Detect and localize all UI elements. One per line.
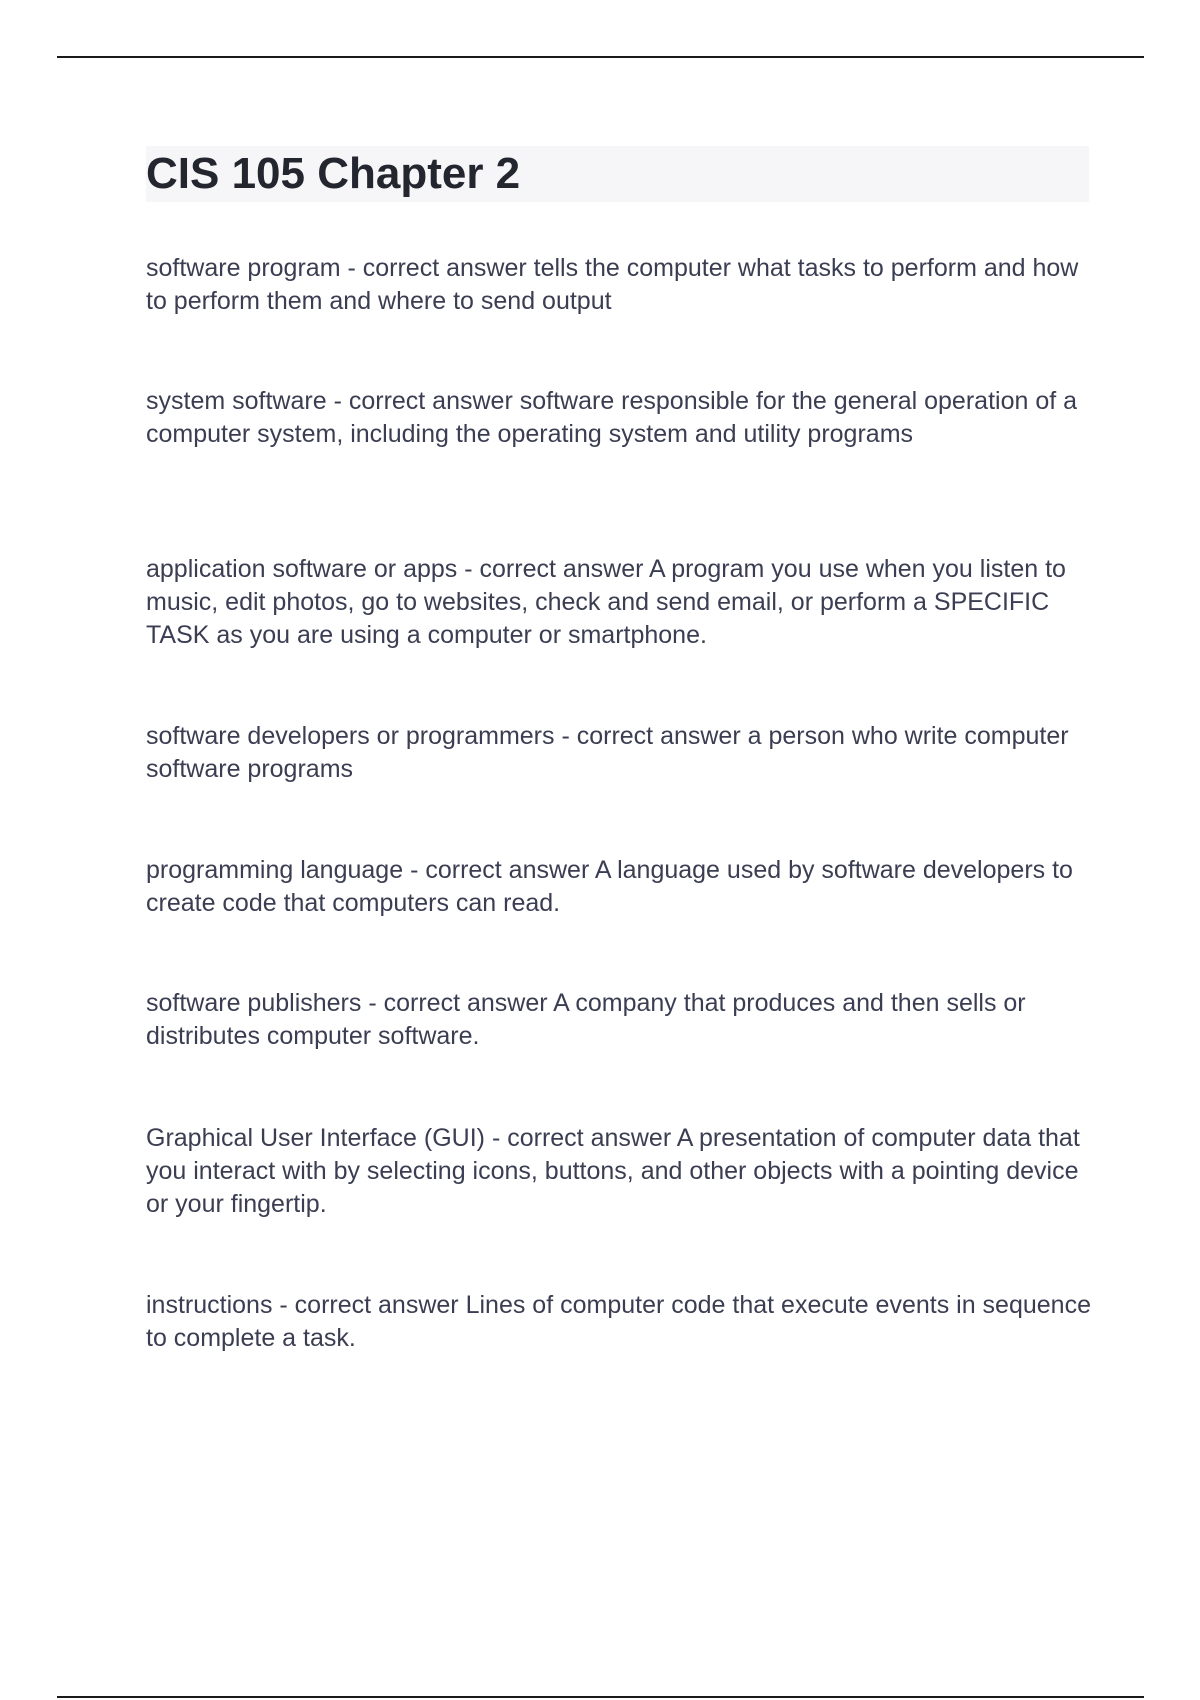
flashcard-item [146, 553, 1096, 652]
answer-marker: - correct answer [410, 856, 595, 884]
flashcard-item [146, 720, 1096, 786]
answer-marker: - correct answer [561, 722, 748, 750]
card-definition: A language used by software developers to create code that computers can read. [146, 856, 1073, 917]
flashcard-item [146, 987, 1096, 1053]
answer-marker: - correct answer [464, 555, 650, 583]
page-title: CIS 105 Chapter 2 [146, 149, 521, 198]
answer-marker: - correct answer [333, 387, 520, 415]
card-term: software program [146, 254, 341, 282]
card-definition: A program you use when you listen to music, edit photos, go to websites, check and send email, or perform a SPECIFIC TASK as you are using a computer or smartphone. [146, 555, 1066, 649]
answer-marker: - correct answer [279, 1291, 466, 1319]
flashcard-item [146, 252, 1096, 318]
card-definition: Lines of computer code that execute events in sequence to complete a task. [146, 1291, 1091, 1352]
card-term: software developers or programmers [146, 722, 555, 750]
answer-marker: - correct answer [368, 989, 554, 1017]
flashcard-item [146, 1289, 1096, 1355]
flashcard-item [146, 385, 1096, 451]
card-term: system software [146, 387, 327, 415]
top-rule [57, 56, 1144, 58]
card-term: application software or apps [146, 555, 458, 583]
card-definition: A presentation of computer data that you interact with by selecting icons, buttons, and other objects with a pointing device or your fingertip. [146, 1124, 1080, 1218]
flashcard-item [146, 1122, 1096, 1221]
answer-marker: - correct answer [491, 1124, 677, 1152]
card-definition: A company that produces and then sells or distributes computer software. [146, 989, 1026, 1050]
card-term: software publishers [146, 989, 362, 1017]
answer-marker: - correct answer [347, 254, 534, 282]
card-definition: software responsible for the general operation of a computer system, including the operating system and utility programs [146, 387, 1078, 448]
card-term: programming language [146, 856, 404, 884]
card-term: instructions [146, 1291, 273, 1319]
card-term: Graphical User Interface (GUI) [146, 1124, 485, 1152]
card-definition: tells the computer what tasks to perform and how to perform them and where to send output [146, 254, 1079, 315]
bottom-rule [57, 1696, 1144, 1698]
card-definition: a person who write computer software programs [146, 722, 1069, 783]
flashcard-item [146, 854, 1096, 920]
